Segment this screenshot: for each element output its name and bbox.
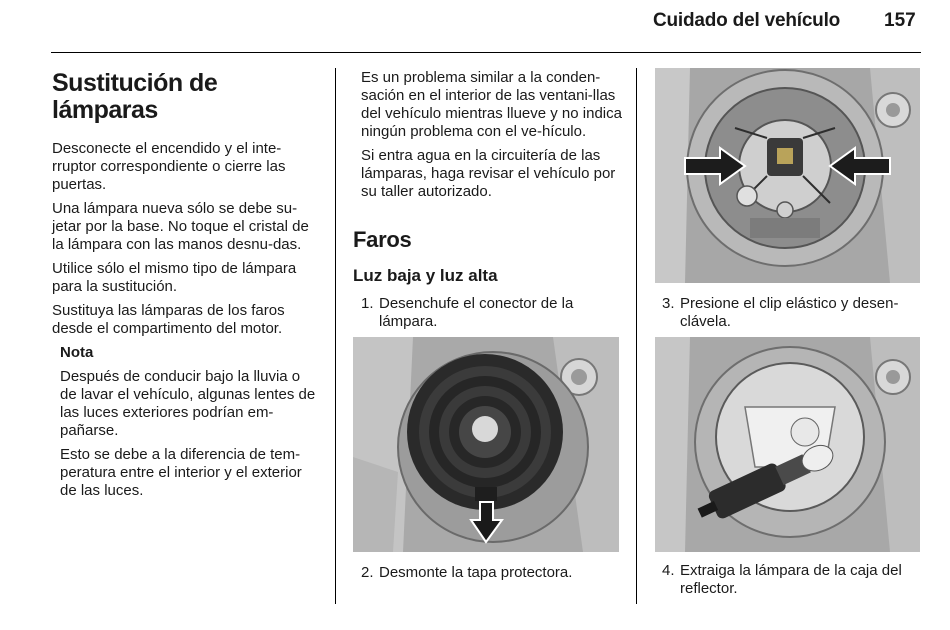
- step-3: [662, 295, 920, 331]
- paragraph: Es un problema similar a la conden-sación en el interior de las ventani-llas del vehículo mientras llueve y no indica ningún problema con el ve-hículo.: [361, 69, 622, 140]
- note-box: [60, 344, 320, 500]
- note-paragraph: Esto se debe a la diferencia de tem-peratura entre el interior y el exterior de las luces.: [60, 446, 302, 499]
- step-2: [361, 564, 621, 582]
- header-rule: [51, 52, 921, 53]
- note-title: Nota: [60, 344, 94, 361]
- paragraph: Utilice sólo el mismo tipo de lámpara para la sustitución.: [52, 260, 297, 295]
- page-number: 157: [884, 10, 916, 31]
- step-text: Desmonte la tapa protectora.: [379, 564, 573, 581]
- photo-protective-cap: [353, 337, 619, 552]
- step-number: 3.: [662, 295, 675, 312]
- paragraph: Una lámpara nueva sólo se debe su-jetar por la base. No toque el cristal de la lámpara con las manos desnu-das.: [52, 200, 309, 253]
- column-divider-1: [335, 68, 336, 604]
- step-1: [361, 295, 621, 331]
- paragraph: Desconecte el encendido y el inte-rruptor correspondiente o cierre las puertas.: [52, 140, 286, 193]
- section-heading-faros: Faros: [353, 227, 412, 252]
- paragraph: Si entra agua en la circuitería de las lámparas, haga revisar el vehículo por su taller autorizado.: [361, 147, 616, 200]
- photo-spring-clip: [655, 68, 920, 283]
- column-divider-2: [636, 68, 637, 604]
- note-paragraph: Después de conducir bajo la lluvia o de lavar el vehículo, algunas lentes de las luces exteriores podrían em-pañarse.: [60, 368, 316, 439]
- left-column: [52, 70, 320, 506]
- step-text: Desenchufe el conector de la lámpara.: [379, 295, 574, 330]
- step-text: Extraiga la lámpara de la caja del reflector.: [680, 562, 902, 597]
- paragraph: Sustituya las lámparas de los faros desde el compartimento del motor.: [52, 302, 285, 337]
- subheading-luz-baja-alta: Luz baja y luz alta: [353, 266, 498, 285]
- photo-bulb-removal: [655, 337, 920, 552]
- step-text: Presione el clip elástico y desen-clávela.: [680, 295, 899, 330]
- page-title: Sustitución de lámparas: [52, 69, 218, 124]
- step-4: [662, 562, 920, 598]
- step-number: 4.: [662, 562, 675, 579]
- middle-column: [361, 69, 623, 207]
- running-header-section: Cuidado del vehículo: [653, 10, 841, 31]
- step-number: 2.: [361, 564, 374, 581]
- step-number: 1.: [361, 295, 374, 312]
